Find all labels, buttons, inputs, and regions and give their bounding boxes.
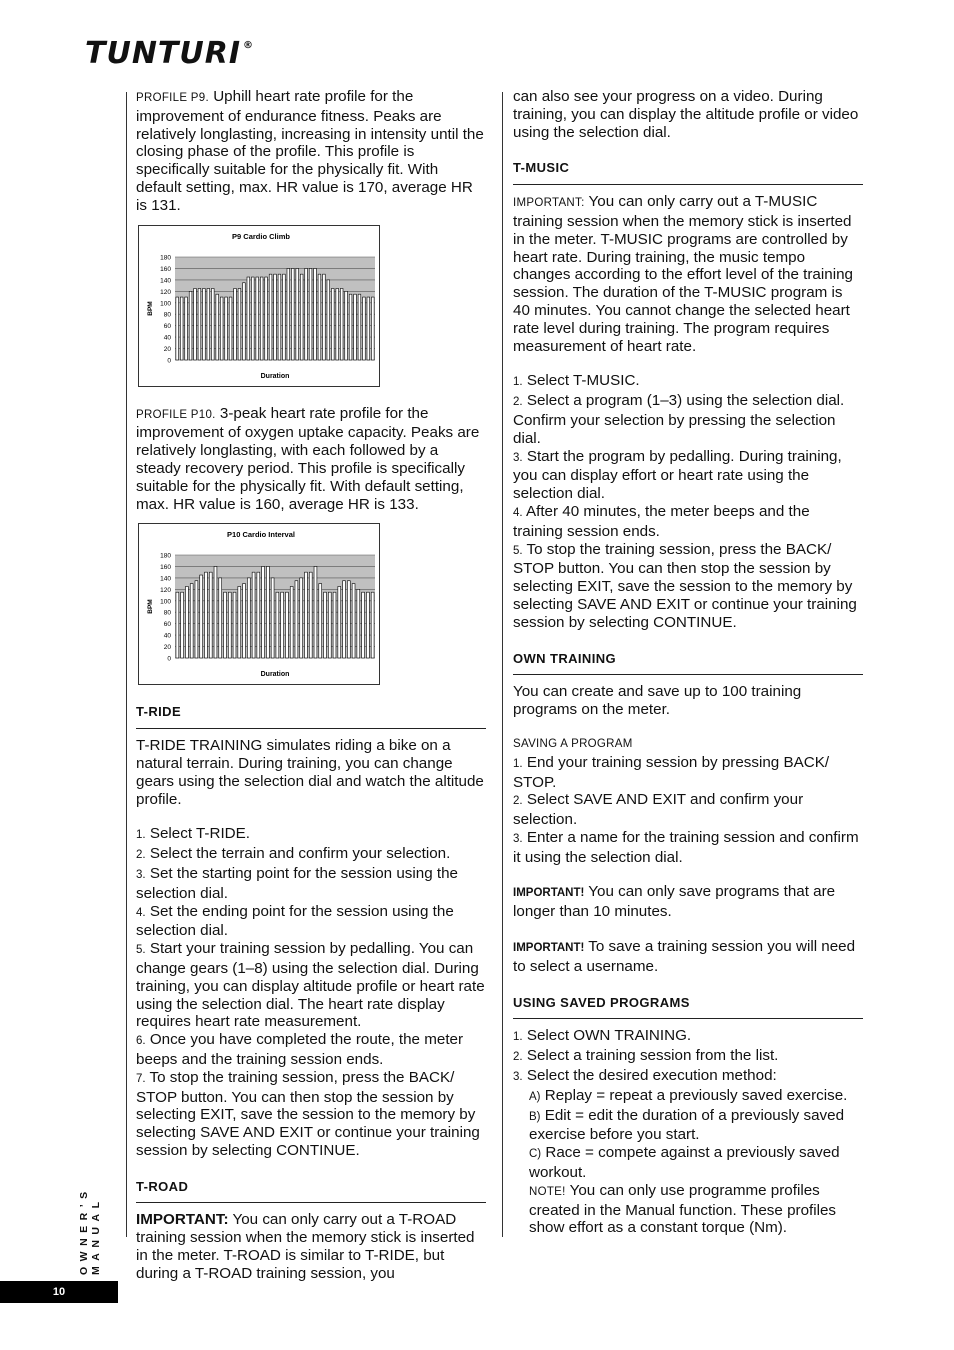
bar	[198, 288, 201, 360]
bar	[371, 593, 374, 659]
list-item	[136, 1031, 486, 1069]
list-item-text: Select the desired execution method:	[526, 1067, 777, 1085]
profile-p9-text: Uphill heart rate profile for the improvement of endurance fitness. Peaks are relatively longlasting, increasing in intensity until the closing phase of the profile. This profile is specifically suitable for the physically fit. With default setting, max. HR value is 170, average HR is 131.	[136, 88, 484, 214]
list-item	[136, 845, 486, 865]
option-item-number: B)	[529, 1110, 541, 1123]
profile-p10-label: PROFILE P10.	[136, 408, 216, 421]
bar	[323, 274, 326, 360]
t-road-text: You can only carry out a T-ROAD training session when the memory stick is inserted in the meter. T-ROAD is similar to T-RIDE, but during a T-ROAD training session, you	[136, 1211, 475, 1282]
y-tick-label: 140	[160, 276, 171, 284]
t-music-important-label: IMPORTANT:	[513, 197, 585, 210]
t-ride-intro: T-RIDE TRAINING simulates riding a bike on a natural terrain. During training, you can change gears using the selection dial and watch the altitude profile.	[136, 737, 484, 808]
using-options	[513, 1087, 863, 1182]
chart-title: P9 Cardio Climb	[232, 231, 290, 241]
list-item-text: Enter a name for the training session and confirm it using the selection dial.	[513, 828, 859, 866]
note-label: NOTE!	[529, 1185, 566, 1198]
list-item-number: 5.	[136, 944, 146, 957]
important-label-1: IMPORTANT!	[513, 887, 585, 900]
option-item-number: C)	[529, 1148, 542, 1161]
bar	[225, 297, 228, 360]
y-tick-label: 180	[160, 552, 171, 560]
bar	[340, 288, 343, 360]
list-item-text: Set the ending point for the session using the selection dial.	[136, 902, 454, 940]
t-road-important-label: IMPORTANT:	[136, 1211, 229, 1229]
t-ride-heading: T-RIDE	[136, 703, 486, 729]
bar	[243, 584, 246, 658]
bar	[358, 294, 361, 360]
profile-p10-text: 3-peak heart rate profile for the improvement of oxygen uptake capacity. Peaks are relatively longlasting, with each followed by a steady recovery period. This profile is specifically suitable for the physically fit. With default setting, max. HR value is 160, average HR is 133.	[136, 404, 480, 513]
page-number: 10	[0, 1281, 118, 1303]
bar	[331, 288, 334, 360]
list-item-text: Start your training session by pedalling. You can change gears (1–8) using the selection dial. During training, you can display altitude profile or heart rate using the selection dial. The heart rate display requires heart rate measurement.	[136, 940, 485, 1031]
list-item-number: 2.	[136, 849, 146, 862]
t-music-heading: T-MUSIC	[513, 159, 863, 185]
list-item-text: Start the program by pedalling. During training, you can display effort or heart rate using the selection dial.	[513, 447, 842, 503]
list-item-text: Select OWN TRAINING.	[526, 1027, 692, 1045]
list-item	[136, 940, 486, 1031]
bar	[185, 587, 188, 659]
bar	[333, 593, 336, 659]
bar	[287, 268, 290, 360]
bar	[247, 277, 250, 360]
y-tick-label: 180	[160, 254, 171, 262]
bar	[343, 581, 346, 658]
list-item-text: Select a training session from the list.	[526, 1047, 779, 1065]
bar	[238, 587, 241, 659]
note-text: You can only use programme profiles created in the Manual function. These profiles show effort as a constant torque (Nm).	[529, 1181, 837, 1237]
bar	[271, 578, 274, 658]
bar	[371, 297, 374, 360]
bar	[296, 268, 299, 360]
bar	[203, 288, 206, 360]
option-item-number: A)	[529, 1090, 541, 1103]
list-item-text: End your training session by pressing BACK/ STOP.	[513, 753, 830, 791]
using-steps	[513, 1027, 863, 1086]
bar	[336, 288, 339, 360]
bar	[305, 573, 308, 659]
bar	[324, 593, 327, 659]
bar	[281, 593, 284, 659]
right-column	[513, 88, 863, 1237]
list-item-number: 2.	[513, 1051, 523, 1064]
list-item	[513, 1027, 863, 1047]
y-tick-label: 160	[160, 564, 171, 572]
saving-steps	[513, 754, 863, 867]
list-item-number: 5.	[513, 544, 523, 557]
t-road-heading: T-ROAD	[136, 1178, 486, 1204]
t-music-steps	[513, 372, 863, 631]
y-tick-label: 20	[163, 345, 171, 353]
list-item-number: 4.	[136, 906, 146, 919]
list-item-text: Select a program (1–3) using the selection dial. Confirm your selection by pressing the selection dial.	[513, 392, 845, 447]
y-tick-label: 80	[163, 311, 171, 319]
bar	[309, 268, 312, 360]
bar	[207, 288, 210, 360]
y-tick-label: 80	[163, 610, 171, 618]
list-item-number: 2.	[513, 795, 523, 808]
bar	[262, 567, 265, 659]
bar	[233, 593, 236, 659]
y-tick-label: 120	[160, 288, 171, 296]
list-item	[513, 791, 863, 829]
list-item-text: After 40 minutes, the meter beeps and the training session ends.	[513, 502, 810, 540]
bar	[283, 274, 286, 360]
list-item	[513, 541, 863, 632]
option-item-text: Replay = repeat a previously saved exercise.	[544, 1086, 848, 1104]
bar	[295, 581, 298, 658]
bar	[216, 294, 219, 360]
bar	[345, 291, 348, 360]
t-road-paragraph	[136, 1211, 486, 1282]
bar	[211, 288, 214, 360]
t-road-continued-text: can also see your progress on a video. During training, you can display the altitude profile or video using the selection dial.	[513, 88, 859, 141]
p9-chart-svg	[139, 226, 379, 386]
list-item	[513, 754, 863, 792]
own-training-heading: OWN TRAINING	[513, 650, 863, 676]
list-item-number: 1.	[513, 1031, 523, 1044]
bar	[238, 288, 241, 360]
y-tick-label: 140	[160, 575, 171, 583]
x-axis-label: Duration	[260, 671, 290, 679]
y-axis-label: BPM	[147, 300, 154, 316]
bar	[362, 593, 365, 659]
bar	[338, 587, 341, 659]
bar	[180, 297, 183, 360]
list-item	[513, 503, 863, 541]
bar	[305, 268, 308, 360]
list-item	[513, 392, 863, 447]
list-item	[136, 903, 486, 941]
bar	[319, 584, 322, 658]
bar	[314, 567, 317, 659]
x-axis-label: Duration	[260, 372, 290, 380]
list-item-text: Select SAVE AND EXIT and confirm your selection.	[513, 791, 804, 829]
important-label-2: IMPORTANT!	[513, 942, 585, 955]
list-item-number: 7.	[136, 1072, 146, 1085]
right-column-rule	[502, 92, 503, 1237]
bar	[357, 590, 360, 659]
bar	[328, 593, 331, 659]
list-item-text: Select T-RIDE.	[149, 825, 250, 843]
bar	[252, 573, 255, 659]
bar	[285, 593, 288, 659]
t-music-paragraph	[513, 193, 863, 355]
list-item-number: 6.	[136, 1035, 146, 1048]
y-axis-label: BPM	[147, 599, 154, 615]
y-tick-label: 60	[163, 621, 171, 629]
t-ride-steps	[136, 825, 486, 1159]
y-tick-label: 100	[160, 299, 171, 307]
bar	[257, 573, 260, 659]
bar	[176, 297, 179, 360]
bar	[176, 593, 179, 659]
list-item-text: To stop the training session, press the BACK/ STOP button. You can then stop the session by selecting EXIT, save the session to the memory by selecting SAVE AND EXIT or continue your training session by selecting CONTINUE.	[136, 1068, 480, 1159]
using-saved-programs-heading: USING SAVED PROGRAMS	[513, 994, 863, 1020]
y-tick-label: 40	[163, 632, 171, 640]
important-text-2: To save a training session you will need to select a username.	[513, 938, 856, 975]
bar	[269, 274, 272, 360]
bar	[195, 581, 198, 658]
list-item-number: 1.	[136, 829, 146, 842]
bar	[274, 274, 277, 360]
bar	[214, 567, 217, 659]
list-item-number: 3.	[513, 832, 523, 845]
bar	[265, 277, 268, 360]
note-paragraph	[513, 1182, 863, 1237]
bar	[300, 578, 303, 658]
bar	[318, 274, 321, 360]
bar	[363, 297, 366, 360]
list-item-number: 1.	[513, 757, 523, 770]
list-item	[513, 1047, 863, 1067]
y-tick-label: 160	[160, 265, 171, 273]
bar	[260, 277, 263, 360]
list-item	[513, 1067, 863, 1087]
bar	[300, 274, 303, 360]
bar	[209, 573, 212, 659]
bar	[189, 291, 192, 360]
list-item-text: Once you have completed the route, the meter beeps and the training session ends.	[136, 1031, 464, 1068]
bar	[256, 277, 259, 360]
profile-p9-label: PROFILE P9.	[136, 92, 209, 104]
bar	[327, 279, 330, 359]
list-item	[513, 372, 863, 392]
bar	[314, 268, 317, 360]
bar	[276, 593, 279, 659]
bar	[220, 297, 223, 360]
logo-text: TUNTURI	[85, 36, 242, 71]
bar	[367, 297, 370, 360]
bar	[278, 274, 281, 360]
list-item	[136, 1069, 486, 1160]
bar	[266, 567, 269, 659]
bar	[290, 587, 293, 659]
left-column-rule	[126, 92, 127, 1237]
list-item-number: 3.	[513, 451, 523, 464]
list-item-text: Select T-MUSIC.	[526, 372, 640, 390]
bar	[229, 297, 232, 360]
bar	[247, 578, 250, 658]
list-item-number: 4.	[513, 506, 523, 519]
option-item-text: Race = compete against a previously saved workout.	[529, 1144, 840, 1182]
bar	[219, 578, 222, 658]
bar	[224, 593, 227, 659]
bar	[234, 288, 237, 360]
saving-program-subheading: SAVING A PROGRAM	[513, 737, 633, 750]
profile-p9-paragraph	[136, 88, 486, 215]
bar	[366, 593, 369, 659]
bar	[354, 294, 357, 360]
bar	[190, 584, 193, 658]
y-tick-label: 120	[160, 587, 171, 595]
list-item-number: 3.	[513, 1071, 523, 1084]
own-training-intro: You can create and save up to 100 training programs on the meter.	[513, 683, 802, 719]
y-tick-label: 20	[163, 644, 171, 652]
important-text-1: You can only save programs that are longer than 10 minutes.	[513, 883, 836, 921]
important-note-2	[513, 938, 863, 976]
list-item-number: 2.	[513, 396, 523, 409]
bar	[251, 277, 254, 360]
bar	[347, 581, 350, 658]
owners-manual-sidebar: OWNER’S MANUAL	[78, 1186, 102, 1275]
y-tick-label: 0	[167, 357, 171, 365]
option-item	[529, 1107, 863, 1145]
brand-logo	[85, 36, 254, 71]
y-tick-label: 60	[163, 322, 171, 330]
t-music-text: You can only carry out a T-MUSIC training session when the memory stick is inserted in the meter. T-MUSIC programs are controlled by heart rate. During training, the music tempo changes according to the effort level of the training session. The duration of the T-MUSIC program is 40 minutes. You cannot change the selected heart rate level during training. The program requires measurement of heart rate.	[513, 193, 853, 355]
bar	[349, 294, 352, 360]
list-item	[513, 448, 863, 503]
p10-chart-svg	[139, 524, 379, 684]
bar	[194, 288, 197, 360]
list-item-text: Select the terrain and confirm your selection.	[149, 845, 451, 863]
bar	[352, 584, 355, 658]
list-item-text: Set the starting point for the session using the selection dial.	[136, 864, 458, 902]
y-tick-label: 40	[163, 334, 171, 342]
option-item	[529, 1144, 863, 1182]
list-item	[136, 825, 486, 845]
list-item-number: 3.	[136, 868, 146, 881]
bar	[205, 573, 208, 659]
bar	[228, 593, 231, 659]
bar	[200, 575, 203, 658]
profile-p10-paragraph	[136, 405, 486, 514]
list-item-number: 1.	[513, 376, 523, 389]
bar	[309, 573, 312, 659]
option-item	[529, 1087, 863, 1107]
bar	[181, 593, 184, 659]
bar	[185, 297, 188, 360]
list-item-text: To stop the training session, press the BACK/ STOP button. You can then stop the session by selecting EXIT, save the session to the memory by selecting SAVE AND EXIT or continue your training session by selecting CONTINUE.	[513, 540, 857, 631]
important-note-1	[513, 883, 863, 921]
option-item-text: Edit = edit the duration of a previously saved exercise before you start.	[529, 1106, 845, 1144]
y-tick-label: 0	[167, 655, 171, 663]
list-item	[513, 829, 863, 867]
y-tick-label: 100	[160, 598, 171, 606]
bar	[243, 282, 246, 359]
left-column	[136, 88, 486, 1283]
p10-chart	[138, 523, 380, 685]
chart-title: P10 Cardio Interval	[227, 530, 295, 540]
list-item	[136, 865, 486, 903]
bar	[291, 268, 294, 360]
p9-chart	[138, 225, 380, 387]
registered-mark: ®	[243, 40, 255, 51]
